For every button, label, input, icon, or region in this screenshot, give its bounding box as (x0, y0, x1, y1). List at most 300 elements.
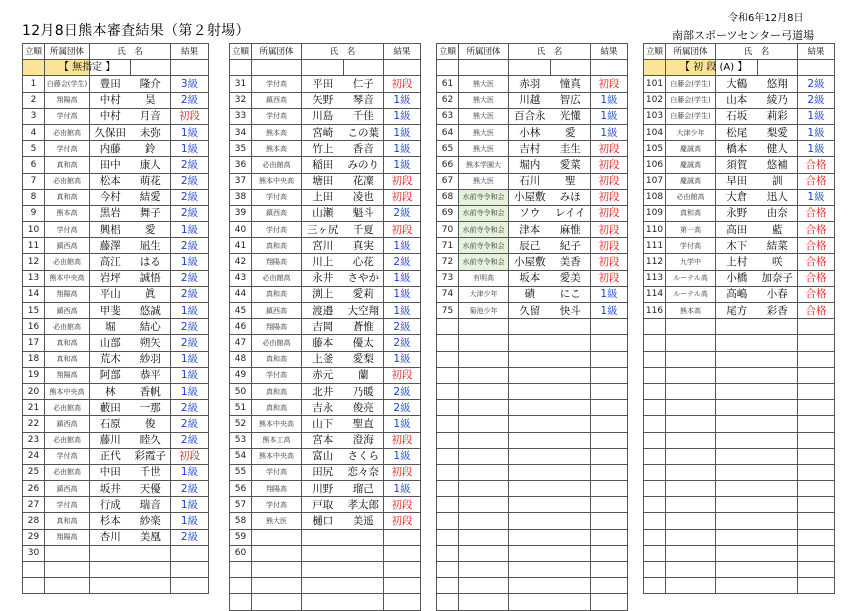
surname: 山下 (302, 416, 344, 432)
row-number (437, 497, 459, 513)
team-name: 必由館高 (252, 270, 302, 286)
team-name (45, 545, 90, 561)
given-name (344, 594, 384, 610)
row-number: 53 (230, 432, 252, 448)
table-row (23, 303, 209, 319)
row-number: 31 (230, 76, 252, 92)
table-header-row (644, 44, 835, 60)
surname: 吉岡 (302, 319, 344, 335)
team-name (459, 383, 509, 399)
result-badge: 1級 (171, 383, 209, 399)
table-row (230, 205, 421, 221)
header-team: 所属団体 (459, 44, 509, 60)
banner-empty (798, 60, 835, 76)
team-name (459, 400, 509, 416)
given-name: 月音 (131, 108, 171, 124)
table-row (230, 60, 421, 76)
table-row (437, 238, 628, 254)
given-name (551, 335, 591, 351)
result-badge: 初段 (591, 270, 628, 286)
result-badge: 2級 (171, 319, 209, 335)
given-name (551, 529, 591, 545)
team-name: 必由館高 (45, 400, 90, 416)
given-name: 千世 (131, 464, 171, 480)
result-badge: 3級 (171, 76, 209, 92)
row-number (437, 351, 459, 367)
team-name: 熊本中央高 (45, 270, 90, 286)
result-badge (798, 578, 835, 594)
given-name: 千佳 (344, 108, 384, 124)
team-name: 必由館高 (45, 173, 90, 189)
row-number: 104 (644, 124, 666, 140)
row-number (644, 319, 666, 335)
surname: 久保田 (90, 124, 131, 140)
result-badge: 初段 (591, 173, 628, 189)
row-number (437, 416, 459, 432)
row-number: 72 (437, 254, 459, 270)
given-name (344, 578, 384, 594)
table-row (437, 60, 628, 76)
team-name (459, 367, 509, 383)
table-row (644, 286, 835, 302)
result-badge: 初段 (591, 76, 628, 92)
table-row (644, 92, 835, 108)
surname (716, 367, 758, 383)
surname: 川上 (302, 254, 344, 270)
table-row (230, 222, 421, 238)
result-badge: 2級 (171, 416, 209, 432)
team-name: 真和高 (666, 205, 716, 221)
row-number (644, 578, 666, 594)
row-number (644, 383, 666, 399)
surname (509, 545, 551, 561)
table-row (644, 173, 835, 189)
team-name (666, 545, 716, 561)
table-row (437, 335, 628, 351)
empty-cell (252, 60, 302, 76)
surname: 藤本 (302, 335, 344, 351)
row-number (437, 464, 459, 480)
surname: 久留 (509, 303, 551, 319)
table-row (23, 545, 209, 561)
header-result: 結果 (798, 44, 835, 60)
given-name: 萌花 (131, 173, 171, 189)
table-row (230, 481, 421, 497)
team-name: 学付高 (252, 497, 302, 513)
team-name: 熊本高 (45, 205, 90, 221)
surname: 中田 (90, 464, 131, 480)
header-team: 所属団体 (252, 44, 302, 60)
given-name (551, 383, 591, 399)
team-name: 熊本中央高 (45, 383, 90, 399)
surname: 坂井 (90, 481, 131, 497)
team-name: 学付高 (45, 497, 90, 513)
row-number: 9 (23, 205, 45, 221)
result-badge: 合格 (798, 205, 835, 221)
team-name (459, 335, 509, 351)
result-badge: 2級 (171, 529, 209, 545)
result-badge (798, 400, 835, 416)
row-number: 61 (437, 76, 459, 92)
table-row (437, 481, 628, 497)
row-number: 23 (23, 432, 45, 448)
given-name: 紗羽 (131, 351, 171, 367)
team-name (666, 335, 716, 351)
surname: 高嶋 (716, 286, 758, 302)
given-name (758, 416, 798, 432)
table-row (437, 594, 628, 610)
given-name: 快斗 (551, 303, 591, 319)
result-badge: 1級 (171, 222, 209, 238)
row-number: 20 (23, 383, 45, 399)
row-number: 60 (230, 545, 252, 561)
surname: 百合永 (509, 108, 551, 124)
surname: 富山 (302, 448, 344, 464)
team-name (666, 513, 716, 529)
surname (302, 562, 344, 578)
surname: 松本 (90, 173, 131, 189)
given-name (758, 513, 798, 529)
given-name (344, 562, 384, 578)
table-row (644, 383, 835, 399)
table-row (230, 416, 421, 432)
team-name (459, 432, 509, 448)
given-name: 愛 (551, 124, 591, 140)
row-number: 108 (644, 189, 666, 205)
result-badge (591, 416, 628, 432)
table-row (230, 562, 421, 578)
row-number: 63 (437, 108, 459, 124)
row-number (437, 578, 459, 594)
row-number: 27 (23, 497, 45, 513)
team-name: 熊本中央高 (252, 173, 302, 189)
result-badge: 初段 (591, 157, 628, 173)
result-badge: 2級 (384, 400, 421, 416)
table-row (437, 254, 628, 270)
given-name: 瑞音 (131, 497, 171, 513)
given-name: 天優 (131, 481, 171, 497)
given-name: 彩霞子 (131, 448, 171, 464)
row-number (437, 432, 459, 448)
surname (716, 335, 758, 351)
team-name: 九学中 (666, 254, 716, 270)
surname: 赤羽 (509, 76, 551, 92)
header-no: 立順 (644, 44, 666, 60)
surname (509, 367, 551, 383)
result-badge: 1級 (171, 303, 209, 319)
row-number: 65 (437, 141, 459, 157)
row-number: 69 (437, 205, 459, 221)
empty-cell (302, 60, 344, 76)
result-badge: 1級 (384, 141, 421, 157)
row-number: 64 (437, 124, 459, 140)
row-number: 59 (230, 529, 252, 545)
given-name: 眞 (131, 286, 171, 302)
given-name (551, 351, 591, 367)
row-number: 106 (644, 157, 666, 173)
table-row (437, 529, 628, 545)
table-row (230, 303, 421, 319)
result-badge: 初段 (384, 173, 421, 189)
surname (716, 448, 758, 464)
row-number (230, 578, 252, 594)
table-row (23, 238, 209, 254)
table-row (23, 124, 209, 140)
team-name (459, 448, 509, 464)
team-name: 真和高 (252, 400, 302, 416)
result-badge: 合格 (798, 157, 835, 173)
table-row (23, 529, 209, 545)
given-name: 香音 (344, 141, 384, 157)
banner-empty (758, 60, 798, 76)
given-name (758, 400, 798, 416)
surname: 平田 (302, 76, 344, 92)
row-number: 3 (23, 108, 45, 124)
given-name (758, 562, 798, 578)
row-number: 16 (23, 319, 45, 335)
table-row (644, 481, 835, 497)
team-name (666, 497, 716, 513)
result-badge: 1級 (384, 303, 421, 319)
result-badge: 合格 (798, 303, 835, 319)
row-number: 17 (23, 335, 45, 351)
team-name: 熊大医 (459, 92, 509, 108)
surname: 高田 (716, 222, 758, 238)
surname: 藤川 (90, 432, 131, 448)
team-name (459, 562, 509, 578)
table-row (230, 545, 421, 561)
row-number (644, 432, 666, 448)
row-number: 1 (23, 76, 45, 92)
team-name: 必由館高 (45, 254, 90, 270)
surname: 小屋敷 (509, 189, 551, 205)
team-name: ルーテル高 (666, 286, 716, 302)
given-name (551, 497, 591, 513)
empty-cell (591, 60, 628, 76)
surname: 田尻 (302, 464, 344, 480)
result-badge (591, 335, 628, 351)
row-number (230, 594, 252, 610)
row-number: 12 (23, 254, 45, 270)
result-badge: 2級 (171, 335, 209, 351)
given-name: 蘭 (344, 367, 384, 383)
result-badge: 2級 (171, 189, 209, 205)
surname: 戸取 (302, 497, 344, 513)
table-row (437, 205, 628, 221)
team-name: 真和高 (45, 157, 90, 173)
surname: 興梠 (90, 222, 131, 238)
row-number: 32 (230, 92, 252, 108)
result-badge: 1級 (171, 513, 209, 529)
table-row (23, 205, 209, 221)
table-row (23, 92, 209, 108)
given-name: 澄海 (344, 432, 384, 448)
row-number: 14 (23, 286, 45, 302)
row-number: 47 (230, 335, 252, 351)
table-row (23, 189, 209, 205)
table-row (230, 173, 421, 189)
result-badge: 1級 (384, 270, 421, 286)
surname: 山瀬 (302, 205, 344, 221)
row-number (644, 513, 666, 529)
result-badge: 1級 (384, 108, 421, 124)
given-name: 聖直 (344, 416, 384, 432)
surname: 大鶴 (716, 76, 758, 92)
team-name: 慶誠高 (666, 157, 716, 173)
surname: 川野 (302, 481, 344, 497)
row-number: 24 (23, 448, 45, 464)
given-name: 千夏 (344, 222, 384, 238)
result-badge: 1級 (591, 286, 628, 302)
given-name: 心花 (344, 254, 384, 270)
result-badge (591, 578, 628, 594)
row-number (644, 367, 666, 383)
given-name (758, 545, 798, 561)
row-number (437, 529, 459, 545)
row-number: 22 (23, 416, 45, 432)
row-number: 40 (230, 222, 252, 238)
result-badge: 1級 (384, 481, 421, 497)
surname (716, 481, 758, 497)
team-name: 水前寺令和会 (459, 222, 509, 238)
result-badge: 初段 (384, 464, 421, 480)
given-name: 莉彩 (758, 108, 798, 124)
banner-empty (131, 60, 171, 76)
given-name (131, 562, 171, 578)
result-badge: 1級 (171, 254, 209, 270)
given-name: 咲 (758, 254, 798, 270)
given-name: 迅人 (758, 189, 798, 205)
given-name (551, 416, 591, 432)
result-badge: 2級 (171, 270, 209, 286)
team-name (666, 448, 716, 464)
table-row (644, 432, 835, 448)
results-table-3 (436, 43, 628, 611)
team-name: 白藤会(学生) (666, 76, 716, 92)
team-name: 真和高 (252, 383, 302, 399)
given-name (551, 319, 591, 335)
surname: 黒岩 (90, 205, 131, 221)
surname: 岩坪 (90, 270, 131, 286)
table-row (437, 173, 628, 189)
team-name: 翔陽高 (45, 367, 90, 383)
table-row (230, 254, 421, 270)
given-name: 琴音 (344, 92, 384, 108)
result-badge (591, 464, 628, 480)
surname: 吉永 (302, 400, 344, 416)
team-name: 翔陽高 (252, 254, 302, 270)
given-name: 仁子 (344, 76, 384, 92)
given-name (758, 432, 798, 448)
surname (509, 319, 551, 335)
surname (302, 594, 344, 610)
document-title: 12月8日熊本審査結果（第２射場） (22, 23, 250, 39)
result-badge: 合格 (798, 286, 835, 302)
team-name (45, 562, 90, 578)
header-result: 結果 (171, 44, 209, 60)
table-row (437, 76, 628, 92)
table-row (437, 319, 628, 335)
team-name: 学付高 (45, 222, 90, 238)
row-number: 33 (230, 108, 252, 124)
given-name: 愛梨 (344, 351, 384, 367)
surname: 阿部 (90, 367, 131, 383)
table-row (437, 367, 628, 383)
empty-cell (437, 60, 459, 76)
team-name: 慶誠高 (666, 173, 716, 189)
row-number: 10 (23, 222, 45, 238)
given-name: 美香 (551, 254, 591, 270)
surname: 石坂 (716, 108, 758, 124)
surname: 稲田 (302, 157, 344, 173)
surname: 小林 (509, 124, 551, 140)
row-number: 15 (23, 303, 45, 319)
table-row (230, 76, 421, 92)
result-badge: 2級 (171, 92, 209, 108)
result-badge (591, 481, 628, 497)
table-row (437, 400, 628, 416)
team-name: 真和高 (252, 238, 302, 254)
surname: ソウ (509, 205, 551, 221)
given-name: 智広 (551, 92, 591, 108)
row-number: 62 (437, 92, 459, 108)
given-name (758, 319, 798, 335)
result-badge (591, 545, 628, 561)
team-name (459, 319, 509, 335)
result-badge (798, 545, 835, 561)
surname: 石川 (509, 173, 551, 189)
table-row (437, 416, 628, 432)
team-name (459, 497, 509, 513)
table-row (644, 319, 835, 335)
team-name: 学付高 (252, 222, 302, 238)
given-name (758, 497, 798, 513)
given-name: 美遥 (344, 513, 384, 529)
team-name: 鎮西高 (252, 205, 302, 221)
table-row (23, 319, 209, 335)
team-name (459, 594, 509, 610)
surname: 木下 (716, 238, 758, 254)
row-number: 18 (23, 351, 45, 367)
result-badge: 初段 (591, 205, 628, 221)
given-name (551, 545, 591, 561)
table-row (437, 448, 628, 464)
result-badge: 2級 (171, 286, 209, 302)
given-name: 愛莉 (344, 286, 384, 302)
team-name (666, 351, 716, 367)
team-name: 学付高 (252, 76, 302, 92)
result-badge: 1級 (798, 189, 835, 205)
row-number: 67 (437, 173, 459, 189)
given-name: みほ (551, 189, 591, 205)
row-number (437, 481, 459, 497)
surname (716, 351, 758, 367)
result-badge (798, 448, 835, 464)
given-name (758, 529, 798, 545)
team-name: 鎮西高 (45, 303, 90, 319)
row-number: 103 (644, 108, 666, 124)
row-number: 36 (230, 157, 252, 173)
team-name: 必由館高 (666, 189, 716, 205)
row-number: 114 (644, 286, 666, 302)
surname: 田中 (90, 157, 131, 173)
row-number (644, 464, 666, 480)
table-row (23, 497, 209, 513)
table-row (230, 108, 421, 124)
table-row (644, 416, 835, 432)
row-number: 7 (23, 173, 45, 189)
table-row (230, 141, 421, 157)
